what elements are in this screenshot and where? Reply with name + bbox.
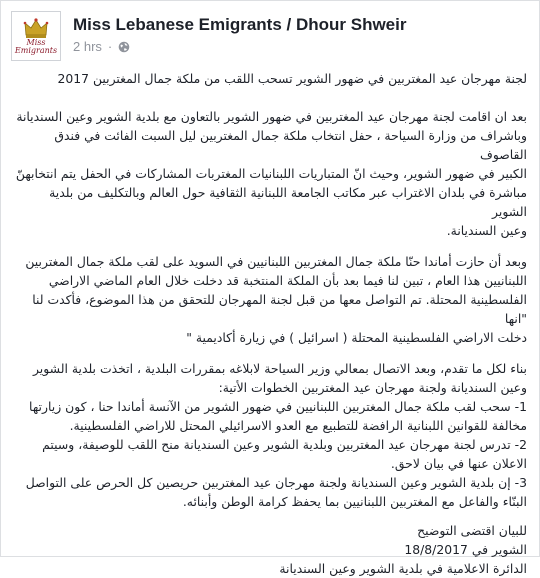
para1-line: وعين السنديانة. <box>446 223 527 238</box>
post-body <box>11 69 527 578</box>
post-meta <box>73 39 130 54</box>
para3-line: 1- سحب لقب ملكة جمال المغتربين اللبنانيين في ضهور الشوير من الآنسة أماندا حنا ، كون زيارتها <box>29 399 527 414</box>
globe-icon[interactable] <box>118 41 130 53</box>
post-title-line: لجنة مهرجان عيد المغتربين في ضهور الشوير تسحب اللقب من ملكة جمال المغتربين 2017 <box>57 71 527 86</box>
para3-line: 3- إن بلدية الشوير وعين السنديانة ولجنة مهرجان عيد المغتربين حريصين كل الحرص على التواصل <box>25 475 527 490</box>
para1-line: بعد ان اقامت لجنة مهرجان عيد المغتربين في ضهور الشوير بالتعاون مع بلدية الشوير وعين السنديانة <box>16 109 527 124</box>
closing-line: الشوير في 18/8/2017 <box>404 542 527 557</box>
page-name-link[interactable]: Miss Lebanese Emigrants / Dhour Shweir <box>73 15 407 34</box>
para3-line: الاعلان عنها في بيان لاحق. <box>390 456 527 471</box>
para2-line: وبعد أن حازت أماندا حنّا ملكة جمال المغتربين اللبنانيين في السويد على لقب ملكة جمال المغتربين <box>25 254 527 269</box>
para3-line: مخالفة للقوانين اللبنانية الرافضة للتطبيع مع العدو الاسرائيلي المحتل للاراضي الفلسطينية. <box>69 418 527 433</box>
closing-line: الدائرة الاعلامية في بلدية الشوير وعين السنديانة <box>279 561 527 576</box>
post-timestamp[interactable]: 2 hrs <box>73 39 102 54</box>
para3-line: بناء لكل ما تقدم، وبعد الاتصال بمعالي وزير السياحة لابلاغه بمقررات البلدية ، اتخذت بلدية الشوير <box>32 361 527 376</box>
para2-line: الفلسطينية المحتلة. تم التواصل معها من قبل لجنة المهرجان للتحقق من هذا الموضوع، فأكدت لنا "انها <box>32 292 527 326</box>
para1-line: الكبير في ضهور الشوير، وحيث انّ المتباريات اللبنانيات المغتربات المشاركات في الحفل يتم انتخابهنّ <box>15 166 527 181</box>
para2-line: اللبنانيين هذا العام ، تبين لنا فيما بعد بأن الملكة المنتخبة قد دخلت خلال العام الماضي الاراضي <box>48 273 527 288</box>
para3-line: البنّاء والفاعل مع المغتربين اللبنانيين بما يحفظ كرامة الوطن وأبنائه. <box>182 494 527 509</box>
para1-line: وباشراف من وزارة السياحة ، حفل انتخاب ملكة جمال المغتربين ليل السبت الفائت في فندق القاصوف <box>54 128 527 162</box>
post-header <box>11 11 529 59</box>
closing-line: للبيان اقتضى التوضيح <box>417 523 527 538</box>
para2-line: دخلت الاراضي الفلسطينية المحتلة ( اسرائيل ) في زيارة أكاديمية " <box>186 330 527 345</box>
para3-line: وعين السنديانة ولجنة مهرجان عيد المغتربين الخطوات الأتية: <box>218 380 527 395</box>
meta-separator: · <box>107 39 113 54</box>
crown-icon <box>23 17 49 39</box>
para1-line: مباشرة في بلدان الاغتراب عبر مكاتب الجامعة اللبنانية الثقافية حول العالم وبالتكليف من بلدية الشوير <box>49 185 527 219</box>
para3-line: 2- تدرس لجنة مهرجان عيد المغتربين وبلدية الشوير وعين السنديانة منح اللقب للوصيفة، وسيتم <box>42 437 527 452</box>
avatar-logo-text: Miss Emigrants <box>14 38 58 55</box>
page-avatar[interactable] <box>11 11 61 61</box>
